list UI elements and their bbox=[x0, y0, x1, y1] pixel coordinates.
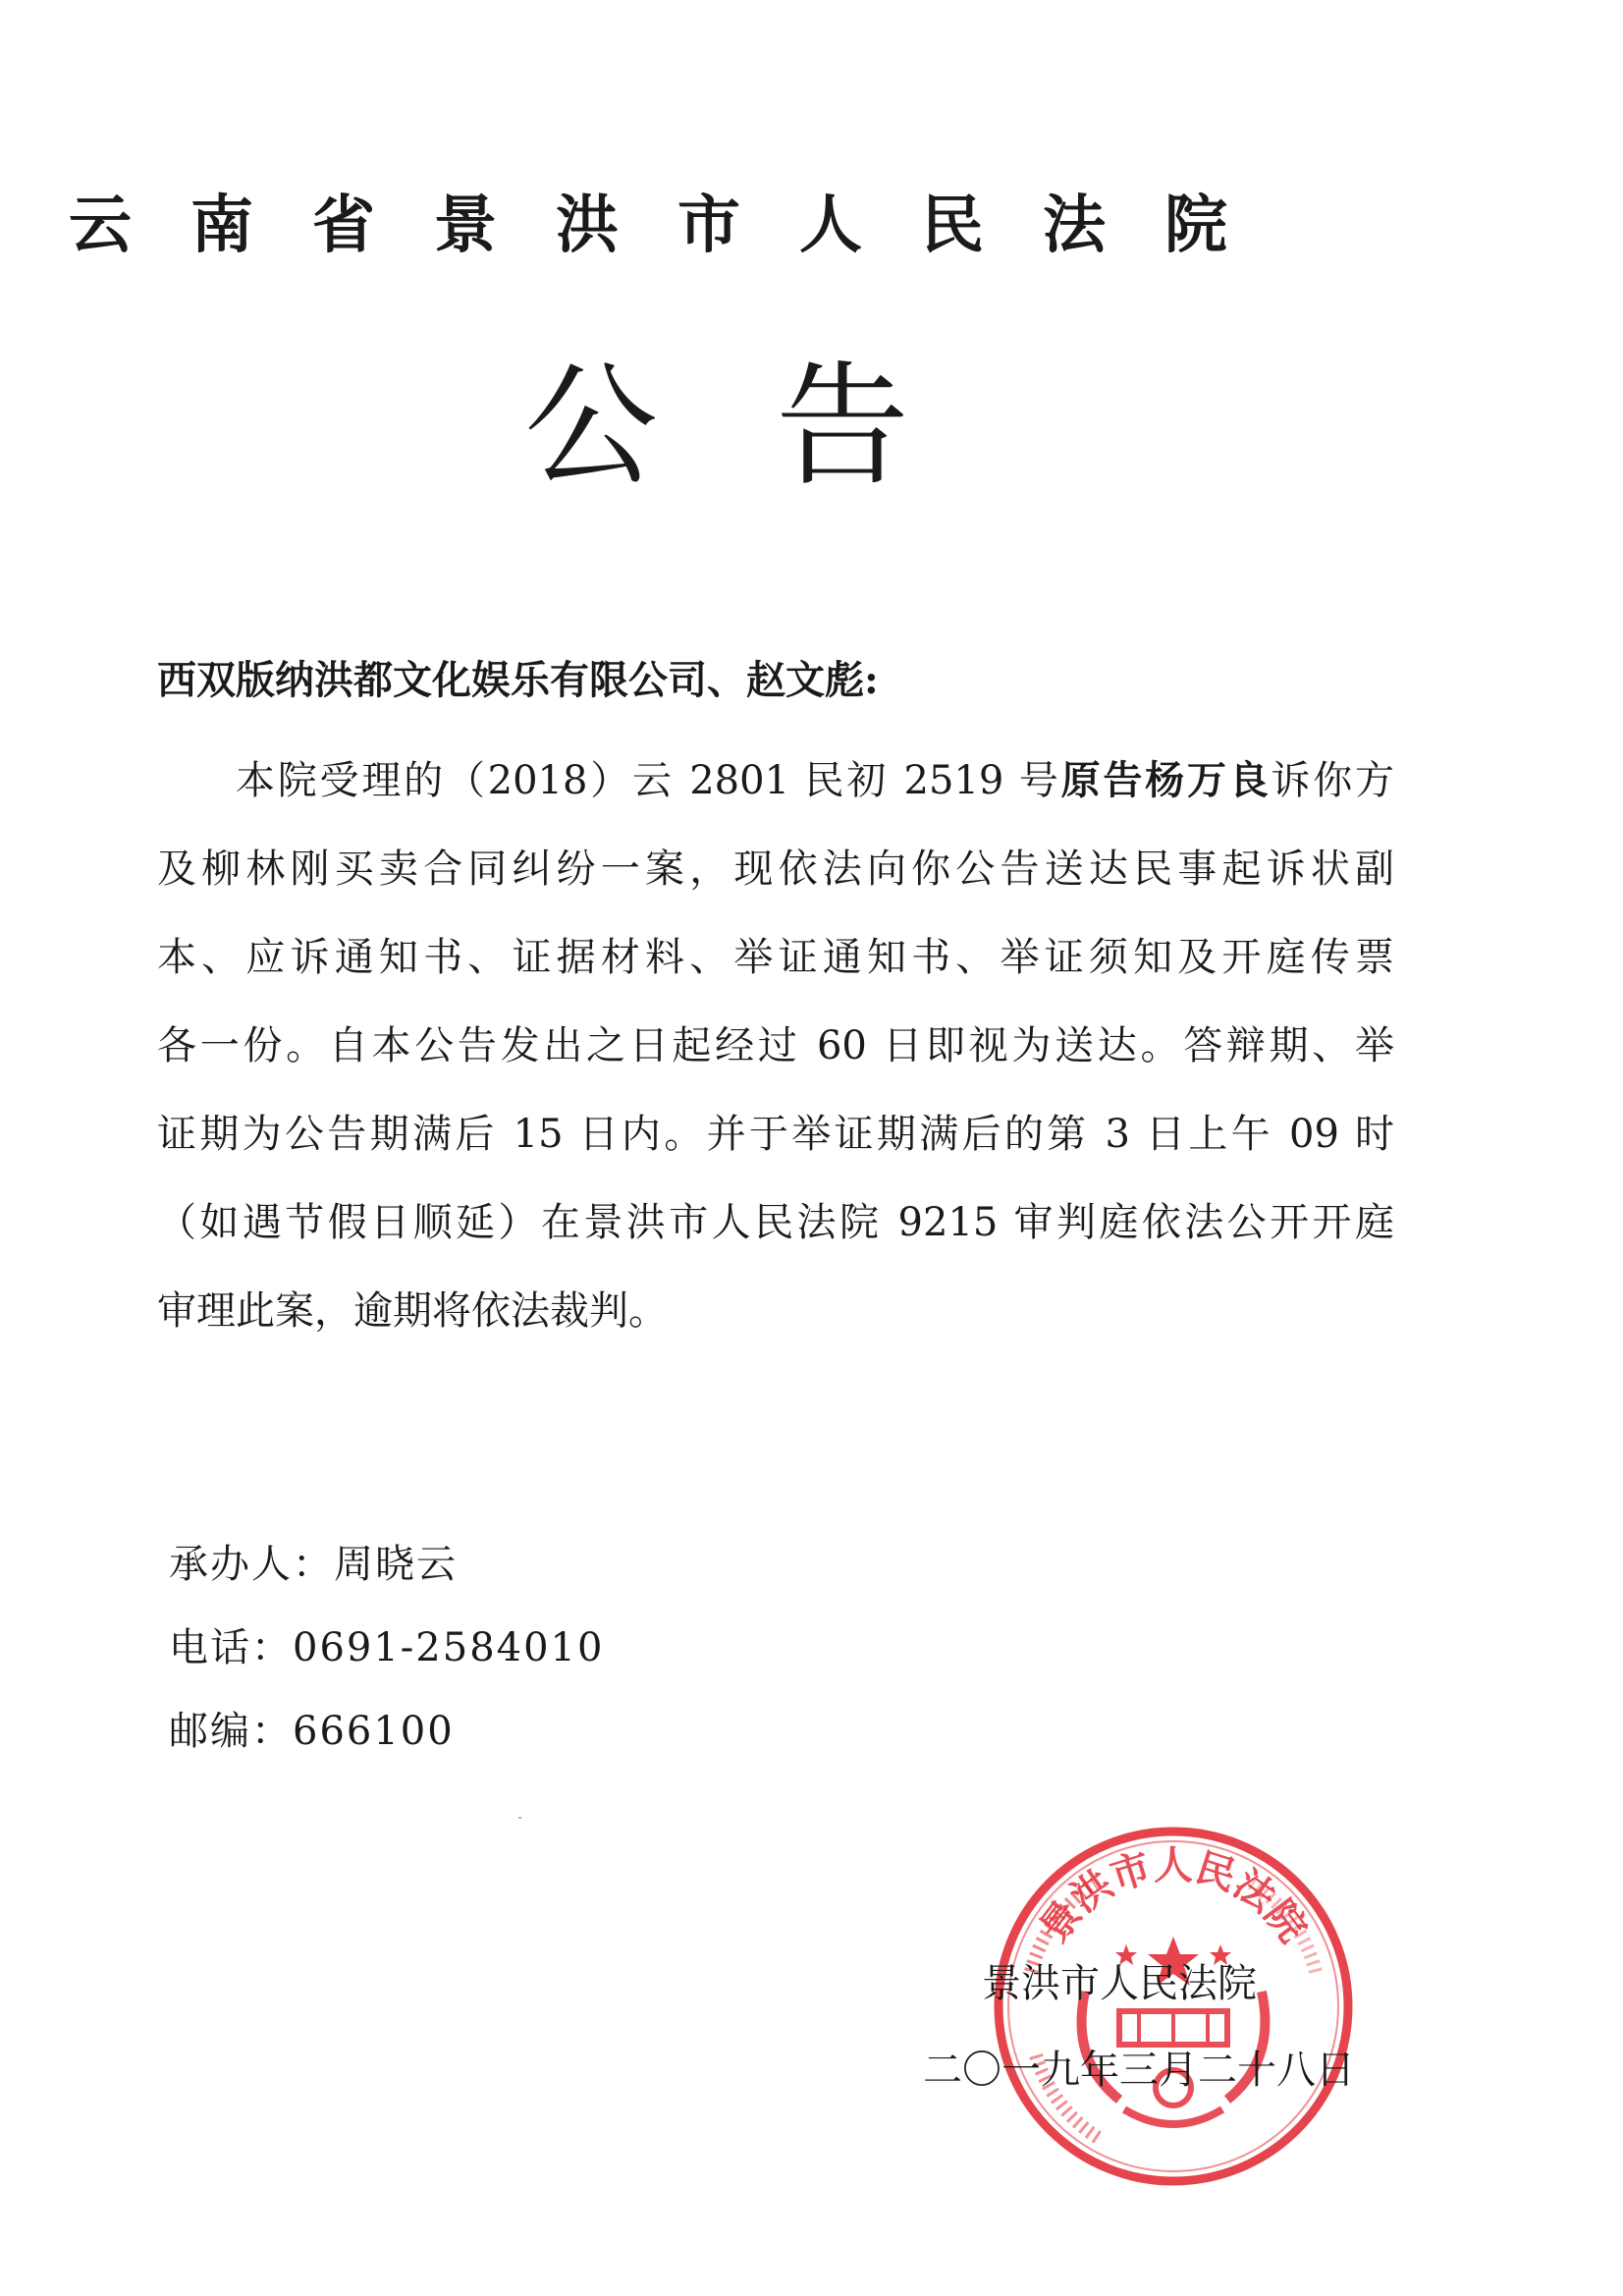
body-line-1 bbox=[157, 737, 1394, 825]
signature-date: 二〇一九年三月二十八日 bbox=[923, 2048, 1355, 2093]
addressee: 西双版纳洪都文化娱乐有限公司、赵文彪: bbox=[157, 657, 879, 703]
court-name-heading: 云南省景洪市人民法院 bbox=[69, 190, 1286, 262]
seal-arc-text: 景洪市人民法院 bbox=[1031, 1843, 1316, 1951]
notice-body bbox=[157, 737, 1394, 1355]
body-line-6: （如遇节假日顺延）在景洪市人民法院 9215 审判庭依法公开开庭 bbox=[157, 1200, 1394, 1245]
notice-title: 公告 bbox=[524, 350, 1027, 505]
contact-zip: 邮编：666100 bbox=[169, 1709, 455, 1754]
body-line-7: 审理此案，逾期将依法裁判。 bbox=[157, 1288, 668, 1334]
signature-court: 景洪市人民法院 bbox=[982, 1961, 1257, 2006]
body-line-1-after: 诉你方 bbox=[1271, 758, 1395, 803]
body-line-1-before: 本院受理的（2018）云 2801 民初 2519 号 bbox=[236, 758, 1061, 803]
contact-phone: 电话：0691-2584010 bbox=[169, 1625, 605, 1670]
body-line-4: 各一份。自本公告发出之日起经过 60 日即视为送达。答辩期、举 bbox=[157, 1023, 1394, 1068]
body-line-3: 本、应诉通知书、证据材料、举证通知书、举证须知及开庭传票 bbox=[157, 935, 1394, 980]
scan-speck bbox=[518, 1817, 521, 1819]
contact-handler: 承办人：周晓云 bbox=[169, 1542, 458, 1587]
plaintiff-name: 原告杨万良 bbox=[1060, 758, 1271, 803]
body-line-5: 证期为公告期满后 15 日内。并于举证期满后的第 3 日上午 09 时 bbox=[157, 1112, 1394, 1157]
body-line-2: 及柳林刚买卖合同纠纷一案，现依法向你公告送达民事起诉状副 bbox=[157, 847, 1394, 892]
